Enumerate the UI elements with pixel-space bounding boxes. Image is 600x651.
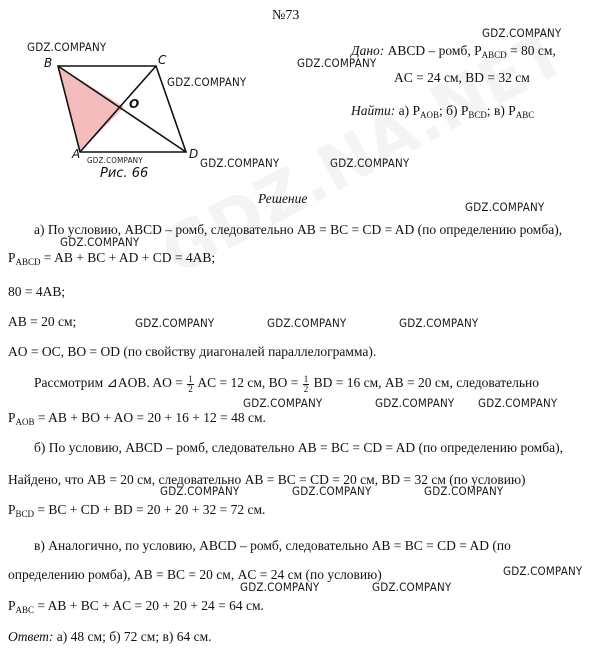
solution-title: Решение [258, 191, 308, 206]
watermark-stamp: GDZ.COMPANY [200, 156, 280, 170]
watermark-stamp: GDZ.COMPANY [399, 316, 479, 330]
vertex-label-b: B [44, 56, 53, 70]
find-label: Найти: [351, 103, 396, 118]
solution-c-line-1: в) Аналогично, по условию, ABCD – ромб, следовательно AB = BC = CD = AD (по [34, 538, 511, 553]
vertex-label-c: C [158, 53, 167, 67]
solution-c-line-3: $P_{ABC}$ = AB + BC + AC = 20 + 20 + 24 = 64 см. [8, 598, 264, 615]
vertex-label-a: A [72, 147, 81, 161]
solution-a-line-1: а) По условию, ABCD – ромб, следовательно AB = BC = CD = AD (по определению ромба), [34, 222, 563, 237]
watermark-stamp: GDZ.COMPANY [240, 580, 320, 594]
solution-a-line-3: 80 = 4AB; [8, 284, 66, 299]
watermark-stamp: GDZ.COMPANY [167, 75, 247, 89]
solution-a-line-2: $P_{ABCD}$ = AB + BC + AD + CD = 4AB; [8, 250, 216, 267]
watermark-stamp: GDZ.COMPANY [465, 200, 545, 214]
find-line: Найти: а) $P_{AOB}$; б) $P_{BCD}$; в) $P_{ABC}$ [351, 103, 535, 120]
watermark-stamp: GDZ.COMPANY [482, 26, 562, 40]
solution-a-line-6: Рассмотрим ⊿AOB. AO = $\frac{1}{2}$ AC = 12 см, BO = $\frac{1}{2}$ BD = 16 см, AB = 20 см, следовательно [34, 374, 539, 394]
watermark-stamp: GDZ.COMPANY [60, 235, 140, 249]
watermark-stamp: GDZ.COMPANY [292, 484, 372, 498]
watermark-stamp: GDZ.COMPANY [372, 580, 452, 594]
watermark-stamp: GDZ.COMPANY [503, 564, 583, 578]
answer-label: Ответ: [8, 629, 54, 644]
solution-a-line-7: $P_{AOB}$ = AB + BO + AO = 20 + 16 + 12 = 48 см. [8, 410, 266, 427]
watermark-stamp: GDZ.COMPANY [27, 40, 107, 54]
solution-b-line-2: Найдено, что AB = 20 см, следовательно AB = BC = CD = 20 см, BD = 32 см (по условию) [8, 472, 526, 487]
watermark-stamp: GDZ.COMPANY [243, 396, 323, 410]
given-line-2: AC = 24 см, BD = 32 см [394, 70, 530, 85]
given-label: Дано: [351, 43, 385, 58]
problem-number: №73 [272, 8, 300, 23]
watermark-stamp: GDZ.COMPANY [135, 316, 215, 330]
watermark-stamp: GDZ.COMPANY [330, 156, 410, 170]
vertex-label-d: D [189, 147, 199, 161]
solution-b-line-3: $P_{BCD}$ = BC + CD + BD = 20 + 20 + 32 = 72 см. [8, 502, 266, 519]
solution-a-line-5: AO = OC, BO = OD (по свойству диагоналей параллелограмма). [8, 344, 377, 359]
answer-line: Ответ: а) 48 см; б) 72 см; в) 64 см. [8, 629, 212, 644]
fraction-one-half: $\frac{1}{2}$ [303, 374, 309, 394]
watermark-stamp: GDZ.COMPANY [478, 396, 558, 410]
fraction-one-half: $\frac{1}{2}$ [188, 374, 193, 394]
solution-a-line-4: AB = 20 см; [8, 314, 77, 329]
watermark-stamp: GDZ.COMPANY [424, 484, 504, 498]
solution-c-line-2: определению ромба), AB = BC = 20 см, AC = 24 см (по условию) [8, 567, 382, 582]
watermark-stamp: GDZ.COMPANY [87, 156, 143, 165]
vertex-label-o: O [129, 97, 140, 111]
watermark-stamp: GDZ.COMPANY [375, 396, 455, 410]
watermark-stamp: GDZ.COMPANY [267, 316, 347, 330]
watermark-stamp: GDZ.COMPANY [297, 56, 377, 70]
figure-caption: Рис. 66 [100, 166, 149, 181]
watermark-stamp: GDZ.COMPANY [160, 484, 240, 498]
given-line-1: Дано: ABCD – ромб, $P_{ABCD} = 80$ см, [351, 43, 556, 60]
solution-b-line-1: б) По условию, ABCD – ромб, следовательно AB = BC = CD = AD (по определению ромба), [34, 440, 563, 455]
